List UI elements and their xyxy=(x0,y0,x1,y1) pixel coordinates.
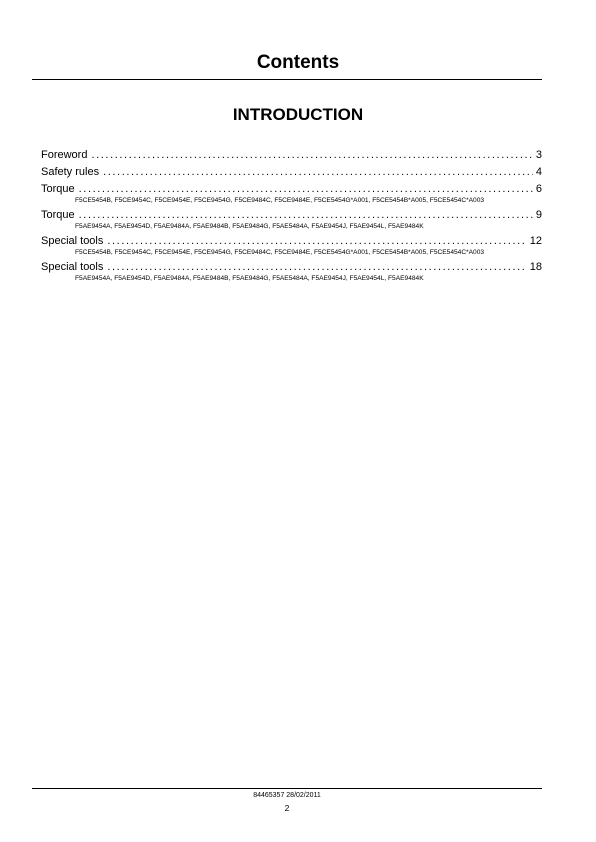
toc-entry-page[interactable]: 3 xyxy=(535,149,542,161)
toc-entry-foreword[interactable] xyxy=(41,148,542,162)
top-divider xyxy=(32,79,542,80)
toc-entry-special-tools-f5ce[interactable] xyxy=(41,234,542,257)
footer-divider xyxy=(32,788,542,789)
toc-entry-label[interactable]: Torque xyxy=(41,209,75,221)
section-title: INTRODUCTION xyxy=(232,105,364,124)
toc-leader-dots xyxy=(79,208,533,222)
toc-entry-page[interactable]: 6 xyxy=(535,183,542,195)
toc-entry-label[interactable]: Special tools xyxy=(41,235,104,247)
footer-document-reference: 84465357 28/02/2011 xyxy=(253,792,321,799)
toc-entry-page[interactable]: 12 xyxy=(529,235,542,247)
toc-entry-models: F5AE9454A, F5AE9454D, F5AE9484A, F5AE9484B, F5AE9484G, F5AE5484A, F5AE9454J, F5AE9454L, F5AE9484K xyxy=(75,275,424,282)
toc-entry-torque-f5ce[interactable] xyxy=(41,182,542,205)
toc-leader-dots xyxy=(91,148,532,162)
toc-entry-label[interactable]: Foreword xyxy=(41,149,88,161)
toc-entry-models: F5CE5454B, F5CE9454C, F5CE9454E, F5CE9454G, F5CE9484C, F5CE9484E, F5CE5454G*A001, F5CE5454B*A005, F5CE5454C*A003 xyxy=(75,249,485,256)
toc-entry-special-tools-f5ae[interactable] xyxy=(41,260,542,283)
toc-entry-safety-rules[interactable] xyxy=(41,165,542,179)
toc-entry-page[interactable]: 18 xyxy=(529,261,542,273)
footer-page-number: 2 xyxy=(284,803,290,813)
toc-leader-dots xyxy=(79,182,533,196)
toc-entry-label[interactable]: Torque xyxy=(41,183,75,195)
table-of-contents xyxy=(41,148,542,286)
toc-entry-label[interactable]: Special tools xyxy=(41,261,104,273)
page-title: Contents xyxy=(256,52,340,73)
toc-entry-label[interactable]: Safety rules xyxy=(41,166,100,178)
toc-entry-page[interactable]: 9 xyxy=(535,209,542,221)
toc-entry-torque-f5ae[interactable] xyxy=(41,208,542,231)
toc-leader-dots xyxy=(107,260,526,274)
toc-leader-dots xyxy=(107,234,526,248)
toc-entry-models: F5CE5454B, F5CE9454C, F5CE9454E, F5CE9454G, F5CE9484C, F5CE9484E, F5CE5454G*A001, F5CE5454B*A005, F5CE5454C*A003 xyxy=(75,197,485,204)
toc-entry-page[interactable]: 4 xyxy=(535,166,542,178)
toc-leader-dots xyxy=(103,165,533,179)
toc-entry-models: F5AE9454A, F5AE9454D, F5AE9484A, F5AE9484B, F5AE9484G, F5AE5484A, F5AE9454J, F5AE9454L, F5AE9484K xyxy=(75,223,424,230)
